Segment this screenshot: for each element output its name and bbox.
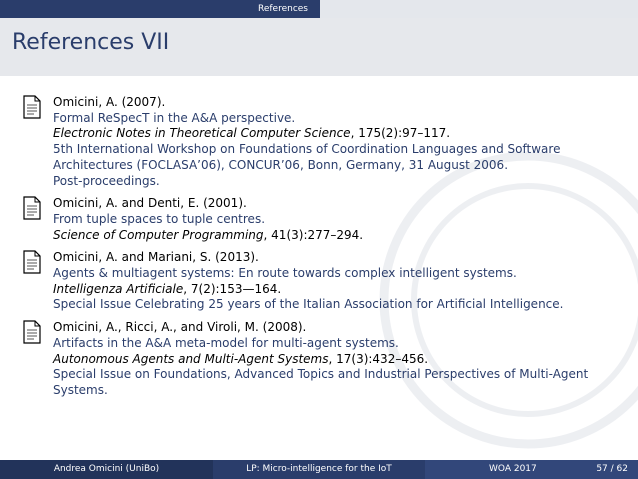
header-bar bbox=[0, 0, 638, 18]
reference-item bbox=[22, 250, 627, 313]
reference-authors: Omicini, A. (2007). bbox=[53, 95, 166, 109]
document-icon bbox=[22, 196, 42, 220]
footer-page-number: 57 / 62 bbox=[596, 464, 628, 474]
reference-title: Formal ReSpecT in the A&A perspective. bbox=[53, 110, 296, 125]
reference-note: Post-proceedings. bbox=[53, 173, 160, 188]
reference-item bbox=[22, 320, 627, 399]
page-title: References VII bbox=[12, 30, 170, 55]
header-section-right bbox=[320, 0, 638, 18]
reference-authors: Omicini, A., Ricci, A., and Viroli, M. (2008). bbox=[53, 320, 307, 335]
reference-journal-rest: , 17(3):432–456. bbox=[328, 351, 429, 366]
reference-journal-rest: , 41(3):277–294. bbox=[263, 227, 364, 242]
reference-title: Artifacts in the A&A meta-model for multi-agent systems. bbox=[53, 335, 399, 350]
reference-journal: Intelligenza Artificiale bbox=[53, 281, 184, 296]
footer-venue: WOA 2017 bbox=[489, 464, 537, 474]
reference-journal: Science of Computer Programming bbox=[53, 227, 264, 242]
reference-title: From tuple spaces to tuple centres. bbox=[53, 211, 266, 226]
footer-author-panel bbox=[0, 460, 213, 479]
footer-bar bbox=[0, 460, 638, 479]
reference-title: Agents & multiagent systems: En route towards complex intelligent systems. bbox=[53, 266, 517, 281]
reference-venue bbox=[53, 228, 627, 244]
footer-talk-panel bbox=[213, 460, 425, 479]
footer-author[interactable]: Andrea Omicini (UniBo) bbox=[53, 464, 160, 474]
reference-note: Architectures (FOCLASA’06), CONCUR’06, Bonn, Germany, 31 August 2006. bbox=[53, 157, 509, 172]
reference-venue bbox=[53, 126, 627, 142]
reference-venue bbox=[53, 352, 627, 368]
footer-venue-panel bbox=[425, 460, 638, 479]
reference-journal: Electronic Notes in Theoretical Computer Science bbox=[53, 126, 351, 141]
reference-venue bbox=[53, 282, 627, 298]
reference-journal-rest: , 7(2):153—164. bbox=[183, 281, 282, 296]
document-icon bbox=[22, 250, 42, 274]
reference-authors: Omicini, A. and Denti, E. (2001). bbox=[53, 196, 247, 211]
footer-talk-title[interactable]: LP: Micro-intelligence for the IoT bbox=[246, 464, 392, 474]
document-icon bbox=[22, 95, 42, 119]
reference-journal: Autonomous Agents and Multi-Agent Systems bbox=[53, 351, 329, 366]
reference-note: Special Issue Celebrating 25 years of the Italian Association for Artificial Intelligence. bbox=[53, 297, 564, 312]
reference-item bbox=[22, 95, 627, 189]
section-title[interactable]: References bbox=[257, 4, 308, 14]
reference-journal-rest: , 175(2):97–117. bbox=[350, 126, 451, 141]
references-list bbox=[22, 95, 627, 406]
reference-authors: Omicini, A. and Mariani, S. (2013). bbox=[53, 250, 259, 265]
reference-item bbox=[22, 196, 627, 243]
document-icon bbox=[22, 320, 42, 344]
reference-note: Systems. bbox=[53, 382, 108, 397]
reference-note: Special Issue on Foundations, Advanced Topics and Industrial Perspectives of Multi-Agent bbox=[53, 367, 589, 382]
reference-note: 5th International Workshop on Foundations of Coordination Languages and Software bbox=[53, 142, 561, 157]
